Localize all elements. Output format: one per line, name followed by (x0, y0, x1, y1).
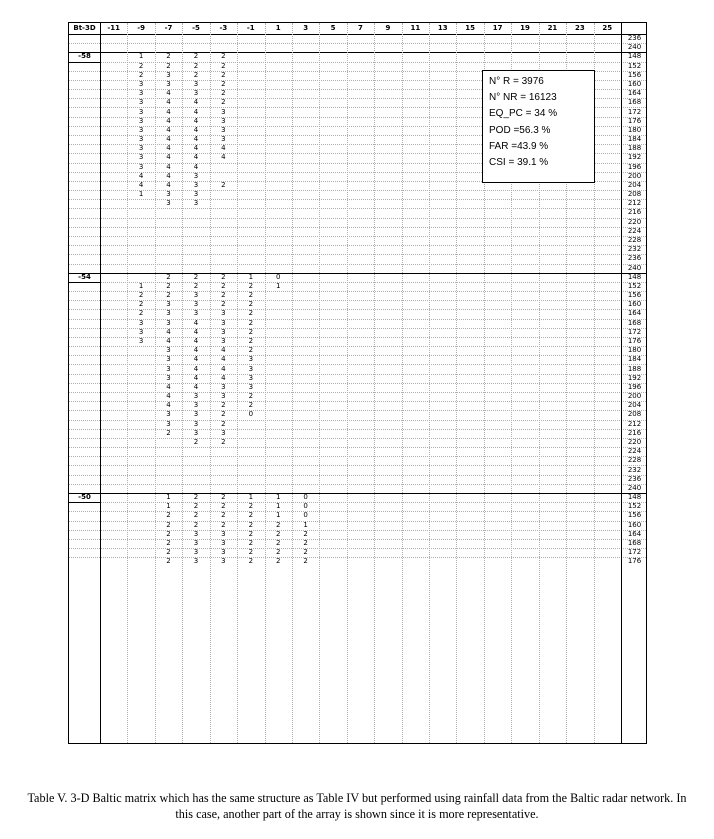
matrix-value: 3 (193, 190, 199, 199)
matrix-value: 3 (193, 180, 199, 189)
matrix-value: 3 (138, 318, 144, 327)
matrix-value: 3 (193, 309, 199, 318)
row-label: 148 (627, 52, 642, 61)
matrix-value: 4 (221, 144, 226, 153)
column-header: 1 (275, 24, 281, 32)
column-header: -9 (137, 24, 145, 32)
matrix-value: 3 (193, 410, 199, 419)
row-label: 204 (627, 401, 642, 410)
matrix-value: 1 (138, 52, 144, 61)
row-label: 224 (627, 226, 642, 235)
grid-line (374, 23, 375, 743)
row-label: 184 (627, 135, 642, 144)
row-label: 152 (627, 502, 642, 511)
matrix-value: 2 (138, 61, 144, 70)
row-label: 196 (627, 382, 642, 391)
matrix-value: 2 (166, 557, 171, 566)
matrix-value: 4 (138, 171, 144, 180)
matrix-value: 2 (166, 520, 171, 529)
matrix-value: 2 (248, 548, 254, 557)
row-label: 152 (627, 281, 642, 290)
matrix-value: 3 (193, 548, 199, 557)
matrix-value: 3 (248, 364, 254, 373)
matrix-value: 4 (193, 125, 199, 134)
row-label: 176 (627, 116, 642, 125)
matrix-value: 4 (166, 401, 171, 410)
matrix-value: 4 (221, 346, 226, 355)
grid-line (402, 23, 403, 743)
row-label: 200 (627, 392, 642, 401)
column-header: 11 (410, 24, 421, 32)
matrix-value: 3 (193, 538, 199, 547)
matrix-value: 2 (193, 502, 199, 511)
matrix-value: 0 (248, 410, 254, 419)
matrix-value: 4 (221, 364, 226, 373)
row-label: 160 (627, 300, 642, 309)
row-label: 216 (627, 428, 642, 437)
matrix-value: 2 (221, 61, 226, 70)
matrix-value: 4 (166, 89, 171, 98)
matrix-value: 4 (193, 116, 199, 125)
matrix-value: 1 (166, 493, 171, 502)
grid-line (69, 282, 100, 283)
matrix-value: 1 (138, 190, 144, 199)
matrix-value: 2 (248, 538, 254, 547)
matrix-value: 3 (193, 291, 199, 300)
matrix-value: 2 (303, 529, 308, 538)
matrix-value: 4 (221, 355, 226, 364)
matrix-value: 4 (193, 327, 199, 336)
matrix-value: 3 (193, 401, 199, 410)
matrix-value: 3 (221, 309, 226, 318)
matrix-value: 4 (193, 382, 199, 391)
matrix-value: 2 (221, 511, 226, 520)
matrix-value: 2 (138, 300, 144, 309)
row-label: 236 (627, 474, 642, 483)
matrix-value: 4 (221, 153, 226, 162)
row-label: 224 (627, 447, 642, 456)
column-header: 7 (358, 24, 363, 32)
matrix-value: 4 (166, 116, 171, 125)
matrix-value: 0 (303, 511, 308, 520)
matrix-value: 2 (248, 327, 254, 336)
matrix-value: 2 (248, 281, 254, 290)
row-label: 220 (627, 437, 642, 446)
matrix-value: 2 (193, 272, 199, 281)
row-label: 216 (627, 208, 642, 217)
matrix-value: 3 (138, 337, 144, 346)
matrix-value: 4 (166, 162, 171, 171)
matrix-value: 3 (166, 346, 171, 355)
matrix-value: 4 (166, 144, 171, 153)
matrix-value: 4 (193, 337, 199, 346)
matrix-value: 3 (221, 107, 226, 116)
block-label: -58 (78, 52, 91, 61)
matrix-value: 2 (193, 52, 199, 61)
matrix-value: 4 (166, 125, 171, 134)
matrix-value: 4 (166, 337, 171, 346)
column-header: 9 (385, 24, 391, 32)
matrix-value: 4 (166, 98, 171, 107)
row-label: 200 (627, 171, 642, 180)
matrix-value: 0 (275, 272, 281, 281)
matrix-value: 4 (166, 180, 171, 189)
matrix-value: 2 (166, 281, 171, 290)
stat-eq-pc: EQ_PC = 34 % (489, 108, 558, 120)
grid-line (429, 23, 430, 743)
column-header: 3 (303, 24, 309, 32)
row-label: 168 (627, 98, 642, 107)
matrix-value: 2 (248, 529, 254, 538)
matrix-value: 3 (138, 79, 144, 88)
row-label: 156 (627, 291, 642, 300)
matrix-value: 2 (193, 70, 199, 79)
matrix-value: 2 (275, 557, 281, 566)
row-label: 232 (627, 245, 642, 254)
matrix-value: 4 (138, 180, 144, 189)
matrix-value: 4 (166, 392, 171, 401)
matrix-value: 3 (166, 318, 171, 327)
row-label: 184 (627, 355, 642, 364)
row-label: 164 (627, 529, 642, 538)
matrix-value: 3 (221, 382, 226, 391)
matrix-value: 2 (166, 61, 171, 70)
matrix-value: 1 (166, 502, 171, 511)
matrix-value: 2 (138, 291, 144, 300)
matrix-value: 3 (193, 529, 199, 538)
matrix-value: 2 (275, 548, 281, 557)
row-label: 176 (627, 337, 642, 346)
matrix-value: 3 (166, 410, 171, 419)
matrix-value: 4 (166, 135, 171, 144)
matrix-value: 3 (166, 300, 171, 309)
matrix-value: 2 (193, 520, 199, 529)
grid-line (456, 23, 457, 743)
matrix-value: 2 (303, 557, 308, 566)
matrix-value: 1 (275, 281, 281, 290)
row-label: 240 (627, 263, 642, 272)
grid-line (182, 23, 183, 743)
matrix-value: 3 (166, 355, 171, 364)
matrix-value: 3 (221, 116, 226, 125)
row-label: 228 (627, 456, 642, 465)
matrix-value: 2 (248, 346, 254, 355)
column-header: 19 (520, 24, 530, 32)
column-header: -11 (107, 24, 121, 32)
matrix-value: 1 (248, 272, 254, 281)
matrix-value: 3 (138, 153, 144, 162)
matrix-value: 2 (221, 520, 226, 529)
matrix-value: 3 (193, 199, 199, 208)
matrix-value: 2 (221, 401, 226, 410)
row-label: 156 (627, 511, 642, 520)
corner-label: Bt-3D (73, 24, 96, 32)
matrix-value: 4 (193, 162, 199, 171)
matrix-value: 2 (275, 520, 281, 529)
matrix-value: 2 (221, 98, 226, 107)
matrix-value: 2 (248, 392, 254, 401)
matrix-value: 3 (221, 557, 226, 566)
matrix-value: 2 (221, 272, 226, 281)
row-label: 148 (627, 493, 642, 502)
matrix-value: 2 (303, 538, 308, 547)
matrix-value: 4 (166, 382, 171, 391)
matrix-value: 0 (303, 502, 308, 511)
grid-line (292, 23, 293, 743)
grid-line (69, 62, 100, 63)
matrix-value: 3 (138, 89, 144, 98)
row-label: 220 (627, 217, 642, 226)
grid-line (621, 23, 622, 743)
matrix-value: 2 (221, 419, 226, 428)
matrix-value: 3 (166, 199, 171, 208)
matrix-value: 3 (221, 392, 226, 401)
matrix-value: 2 (221, 437, 226, 446)
stat-pod: POD =56.3 % (489, 124, 551, 136)
grid-line (100, 23, 101, 743)
row-label: 240 (627, 483, 642, 492)
matrix-value: 1 (275, 511, 281, 520)
matrix-value: 3 (138, 144, 144, 153)
column-header: -3 (219, 24, 228, 32)
matrix-value: 2 (221, 291, 226, 300)
row-label: 172 (627, 107, 642, 116)
matrix-value: 2 (221, 89, 226, 98)
row-label: 164 (627, 309, 642, 318)
matrix-value: 2 (248, 300, 254, 309)
matrix-value: 3 (193, 300, 199, 309)
matrix-value: 4 (166, 171, 171, 180)
matrix-value: 3 (193, 79, 199, 88)
matrix-value: 1 (138, 281, 144, 290)
matrix-value: 3 (221, 318, 226, 327)
matrix-value: 1 (303, 520, 308, 529)
row-label: 192 (627, 153, 642, 162)
row-label: 188 (627, 364, 642, 373)
matrix-value: 3 (248, 382, 254, 391)
row-label: 168 (627, 318, 642, 327)
matrix-value: 2 (221, 180, 226, 189)
matrix-value: 4 (193, 364, 199, 373)
matrix-value: 2 (221, 70, 226, 79)
row-label: 152 (627, 61, 642, 70)
matrix-value: 3 (221, 337, 226, 346)
row-label: 180 (627, 125, 642, 134)
matrix-value: 2 (166, 428, 171, 437)
matrix-value: 3 (193, 171, 199, 180)
matrix-value: 3 (138, 327, 144, 336)
matrix-value: 2 (221, 52, 226, 61)
row-label: 176 (627, 557, 642, 566)
matrix-value: 4 (193, 135, 199, 144)
row-label: 148 (627, 272, 642, 281)
stat-nr: N° R = 3976 (489, 76, 544, 87)
row-label: 232 (627, 465, 642, 474)
row-label: 212 (627, 199, 642, 208)
matrix-value: 2 (248, 520, 254, 529)
matrix-value: 2 (248, 511, 254, 520)
matrix-value: 2 (248, 557, 254, 566)
matrix-value: 2 (166, 291, 171, 300)
matrix-value: 2 (303, 548, 308, 557)
matrix-value: 4 (193, 346, 199, 355)
matrix-value: 3 (221, 529, 226, 538)
matrix-value: 3 (221, 538, 226, 547)
matrix-value: 3 (166, 190, 171, 199)
column-header: 5 (330, 24, 336, 32)
matrix-value: 4 (193, 144, 199, 153)
column-header: 25 (602, 24, 613, 32)
matrix-value: 4 (193, 373, 199, 382)
grid-line (210, 23, 211, 743)
matrix-value: 4 (166, 153, 171, 162)
matrix-value: 3 (193, 89, 199, 98)
row-label: 160 (627, 79, 642, 88)
row-label: 196 (627, 162, 642, 171)
matrix-value: 2 (248, 502, 254, 511)
matrix-value: 2 (221, 502, 226, 511)
column-header: 23 (574, 24, 585, 32)
matrix-value: 2 (221, 493, 226, 502)
matrix-value: 1 (275, 502, 281, 511)
matrix-value: 2 (166, 272, 171, 281)
matrix-value: 2 (221, 410, 226, 419)
row-label: 168 (627, 538, 642, 547)
matrix-value: 0 (303, 493, 308, 502)
matrix-value: 3 (166, 373, 171, 382)
row-label: 236 (627, 254, 642, 263)
matrix-value: 4 (193, 318, 199, 327)
row-label: 212 (627, 419, 642, 428)
matrix-value: 3 (138, 116, 144, 125)
row-label: 208 (627, 410, 642, 419)
matrix-value: 2 (166, 52, 171, 61)
matrix-value: 3 (221, 327, 226, 336)
matrix-value: 2 (193, 437, 199, 446)
matrix-value: 2 (248, 309, 254, 318)
matrix-value: 1 (275, 493, 281, 502)
matrix-value: 3 (166, 79, 171, 88)
stat-far: FAR =43.9 % (489, 140, 549, 152)
matrix-value: 4 (193, 107, 199, 116)
matrix-value: 2 (193, 61, 199, 70)
grid-line (237, 23, 238, 743)
column-header: -1 (246, 24, 255, 32)
matrix-value: 3 (166, 419, 171, 428)
row-label: 240 (627, 43, 642, 52)
matrix-value: 2 (193, 493, 199, 502)
matrix-value: 2 (193, 281, 199, 290)
matrix-value: 1 (248, 493, 254, 502)
matrix-value: 3 (138, 135, 144, 144)
matrix-value: 4 (193, 355, 199, 364)
matrix-value: 3 (193, 557, 199, 566)
column-header: 17 (492, 24, 503, 32)
stat-nnr: N° NR = 16123 (489, 92, 557, 104)
matrix-value: 2 (275, 529, 281, 538)
matrix-value: 3 (248, 373, 254, 382)
column-header: 13 (437, 24, 448, 32)
row-label: 164 (627, 89, 642, 98)
statistics-box (482, 70, 595, 183)
matrix-value: 2 (248, 337, 254, 346)
matrix-value: 2 (248, 401, 254, 410)
row-label: 172 (627, 548, 642, 557)
grid-line (347, 23, 348, 743)
matrix-value: 4 (221, 373, 226, 382)
matrix-value: 2 (221, 281, 226, 290)
grid-line (155, 23, 156, 743)
row-label: 236 (627, 34, 642, 43)
matrix-value: 3 (138, 125, 144, 134)
matrix-value: 2 (248, 318, 254, 327)
matrix-value: 3 (221, 548, 226, 557)
matrix-value: 2 (138, 70, 144, 79)
matrix-value: 4 (166, 327, 171, 336)
column-header: 21 (547, 24, 558, 32)
matrix-value: 4 (166, 107, 171, 116)
matrix-value: 2 (166, 511, 171, 520)
column-header: -5 (192, 24, 200, 32)
matrix-value: 3 (138, 162, 144, 171)
matrix-value: 2 (275, 538, 281, 547)
stat-csi: CSI = 39.1 % (489, 157, 549, 169)
matrix-value: 4 (193, 153, 199, 162)
grid-line (265, 23, 266, 743)
row-label: 228 (627, 236, 642, 245)
block-label: -54 (78, 272, 91, 281)
matrix-value: 4 (193, 98, 199, 107)
table-caption: Table V. 3-D Baltic matrix which has the same structure as Table IV but performed using rainfall data from the Baltic radar network. In this case, another part of the array is shown since it is more representative. (27, 791, 687, 821)
matrix-value: 3 (138, 98, 144, 107)
row-label: 208 (627, 190, 642, 199)
matrix-value: 2 (166, 529, 171, 538)
matrix-value: 2 (166, 538, 171, 547)
matrix-value: 3 (138, 107, 144, 116)
matrix-value: 3 (221, 428, 226, 437)
matrix-value: 3 (193, 419, 199, 428)
row-label: 180 (627, 346, 642, 355)
column-header: 15 (465, 24, 476, 32)
grid-line (127, 23, 128, 743)
row-label: 188 (627, 144, 642, 153)
matrix-value: 3 (166, 364, 171, 373)
column-header: -7 (164, 24, 173, 32)
matrix-value: 2 (193, 511, 199, 520)
row-label: 172 (627, 327, 642, 336)
matrix-value: 3 (166, 309, 171, 318)
matrix-value: 2 (221, 300, 226, 309)
row-label: 156 (627, 70, 642, 79)
matrix-value: 3 (221, 135, 226, 144)
matrix-value: 3 (193, 428, 199, 437)
grid-line (319, 23, 320, 743)
row-label: 204 (627, 180, 642, 189)
matrix-value: 2 (221, 79, 226, 88)
row-label: 160 (627, 520, 642, 529)
block-label: -50 (78, 493, 91, 502)
matrix-value: 3 (166, 70, 171, 79)
row-label: 192 (627, 373, 642, 382)
matrix-value: 2 (166, 548, 171, 557)
matrix-value: 3 (193, 392, 199, 401)
matrix-value: 2 (248, 291, 254, 300)
matrix-value: 3 (221, 125, 226, 134)
matrix-value: 3 (248, 355, 254, 364)
grid-line (69, 502, 100, 503)
matrix-value: 2 (138, 309, 144, 318)
